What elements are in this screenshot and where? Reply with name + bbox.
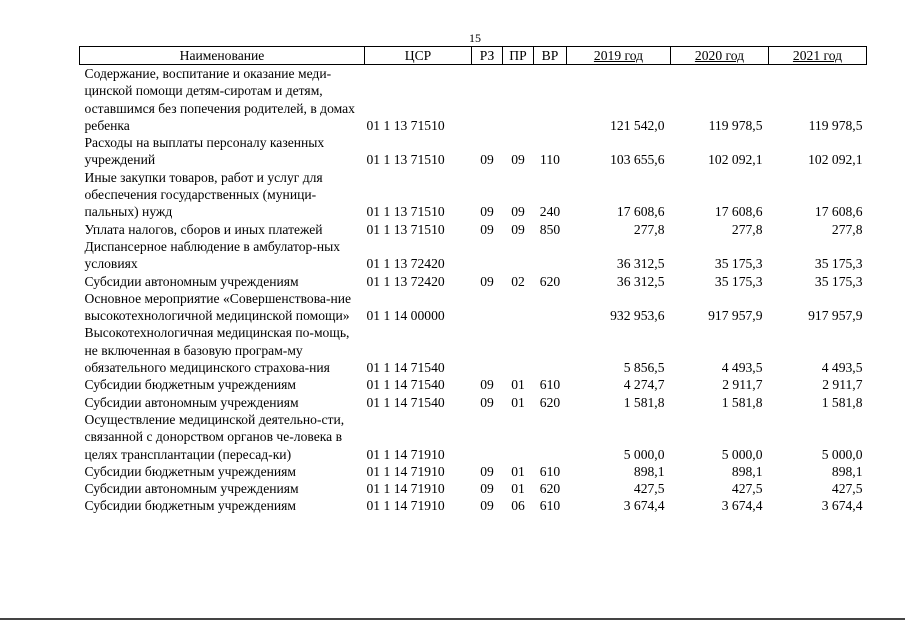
table-row <box>80 463 867 480</box>
cell-2020: 427,5 <box>731 481 763 497</box>
cell-pr: 09 <box>511 221 525 237</box>
cell-pr: 02 <box>511 273 525 289</box>
cell-name: Уплата налогов, сборов и иных платежей <box>84 221 323 237</box>
cell-2021: 898,1 <box>831 463 863 479</box>
cell-name: Диспансерное наблюдение в амбулатор-ных условиях <box>84 238 341 272</box>
cell-csr: 01 1 13 72420 <box>366 256 445 272</box>
cell-name: Осуществление медицинской деятельно-сти, связанной с донорством органов че-ловека в целях трансплантации (пересад-ки) <box>84 411 345 462</box>
cell-pr <box>503 65 534 135</box>
cell-2021: 277,8 <box>831 221 863 237</box>
cell-name: Основное мероприятие «Совершенствова-ние высокотехнологичной медицинской помощи» <box>84 290 352 324</box>
cell-vr: 850 <box>539 221 561 237</box>
table-body <box>80 65 867 515</box>
header-pr: ПР <box>503 47 534 65</box>
cell-pr <box>503 411 534 463</box>
cell-vr <box>534 411 567 463</box>
cell-2019: 5 856,5 <box>623 360 665 376</box>
cell-2021: 17 608,6 <box>814 204 863 220</box>
cell-2020: 35 175,3 <box>714 256 763 272</box>
table-row <box>80 65 867 135</box>
cell-name: Субсидии автономным учреждениям <box>84 273 299 289</box>
cell-2021: 427,5 <box>831 481 863 497</box>
cell-rz: 09 <box>480 273 494 289</box>
cell-2020: 277,8 <box>731 221 763 237</box>
cell-vr <box>534 238 567 273</box>
cell-name: Субсидии бюджетным учреждениям <box>84 463 297 479</box>
cell-pr: 06 <box>511 498 525 514</box>
cell-2021: 5 000,0 <box>821 446 863 462</box>
cell-pr: 01 <box>511 394 525 410</box>
cell-2021: 35 175,3 <box>814 256 863 272</box>
cell-2021: 1 581,8 <box>821 394 863 410</box>
cell-pr: 09 <box>511 152 525 168</box>
cell-vr: 110 <box>540 152 560 168</box>
cell-csr: 01 1 14 71910 <box>366 446 445 462</box>
cell-vr: 610 <box>539 377 561 393</box>
cell-name: Субсидии автономным учреждениям <box>84 394 299 410</box>
cell-rz <box>472 238 503 273</box>
cell-csr: 01 1 14 71910 <box>366 463 445 479</box>
cell-2020: 35 175,3 <box>714 273 763 289</box>
page-number: 15 <box>469 31 481 45</box>
cell-2020: 1 581,8 <box>721 394 763 410</box>
cell-rz: 09 <box>480 394 494 410</box>
table-row <box>80 497 867 514</box>
table-header <box>80 47 867 65</box>
cell-2020: 17 608,6 <box>714 204 763 220</box>
cell-csr: 01 1 14 71540 <box>366 377 445 393</box>
cell-2020: 4 493,5 <box>721 360 763 376</box>
cell-name: Иные закупки товаров, работ и услуг для обеспечения государственных (муници-пальных) нужд <box>84 169 323 220</box>
cell-2019: 898,1 <box>633 463 665 479</box>
cell-vr <box>534 65 567 135</box>
cell-2019: 17 608,6 <box>616 204 665 220</box>
cell-rz <box>472 65 503 135</box>
cell-pr: 01 <box>511 481 525 497</box>
cell-rz: 09 <box>480 152 494 168</box>
cell-2019: 36 312,5 <box>616 256 665 272</box>
table-row <box>80 394 867 411</box>
cell-rz: 09 <box>480 221 494 237</box>
cell-rz: 09 <box>480 377 494 393</box>
cell-vr: 620 <box>539 481 561 497</box>
cell-2021: 102 092,1 <box>808 152 863 168</box>
table-row <box>80 238 867 273</box>
table-row <box>80 169 867 221</box>
cell-vr: 610 <box>539 463 561 479</box>
header-row <box>80 47 867 65</box>
header-2021: 2021 год <box>769 47 867 65</box>
page-bottom-edge <box>0 618 905 620</box>
cell-csr: 01 1 14 71910 <box>366 481 445 497</box>
table-row <box>80 411 867 463</box>
cell-2020: 2 911,7 <box>722 377 763 393</box>
cell-name: Субсидии автономным учреждениям <box>84 481 299 497</box>
cell-name: Высокотехнологичная медицинская по-мощь, не включенная в базовую програм-му обязательного медицинского страхова-ния <box>84 325 350 376</box>
table-row <box>80 273 867 290</box>
cell-csr: 01 1 14 71540 <box>366 360 445 376</box>
cell-2019: 103 655,6 <box>610 152 665 168</box>
cell-csr: 01 1 13 71510 <box>366 204 445 220</box>
cell-2020: 917 957,9 <box>708 308 763 324</box>
cell-vr: 620 <box>539 273 561 289</box>
cell-csr: 01 1 14 71540 <box>366 394 445 410</box>
cell-rz <box>472 411 503 463</box>
cell-vr: 620 <box>539 394 561 410</box>
table-row <box>80 480 867 497</box>
cell-pr: 09 <box>511 204 525 220</box>
cell-2021: 917 957,9 <box>808 308 863 324</box>
cell-rz <box>472 324 503 376</box>
table-row <box>80 221 867 238</box>
cell-2019: 3 674,4 <box>623 498 665 514</box>
cell-csr: 01 1 13 71510 <box>366 117 445 133</box>
cell-pr <box>503 290 534 325</box>
cell-name: Содержание, воспитание и оказание меди-цинской помощи детям-сиротам и детям, оставшимся без попечения родителей, в домах ребенка <box>84 66 355 133</box>
cell-pr: 01 <box>511 463 525 479</box>
cell-2019: 932 953,6 <box>610 308 665 324</box>
cell-pr: 01 <box>511 377 525 393</box>
cell-vr: 240 <box>539 204 561 220</box>
cell-vr: 610 <box>539 498 561 514</box>
header-name: Наименование <box>80 47 365 65</box>
cell-2020: 102 092,1 <box>708 152 763 168</box>
cell-2021: 3 674,4 <box>821 498 863 514</box>
header-vr: ВР <box>534 47 567 65</box>
cell-pr <box>503 324 534 376</box>
cell-name: Субсидии бюджетным учреждениям <box>84 377 297 393</box>
cell-csr: 01 1 13 72420 <box>366 273 445 289</box>
cell-2019: 4 274,7 <box>623 377 665 393</box>
cell-2020: 119 978,5 <box>708 117 763 133</box>
cell-rz: 09 <box>480 463 494 479</box>
cell-vr <box>534 324 567 376</box>
header-2020: 2020 год <box>671 47 769 65</box>
cell-2020: 3 674,4 <box>721 498 763 514</box>
cell-csr: 01 1 14 71910 <box>366 498 445 514</box>
cell-2019: 121 542,0 <box>610 117 665 133</box>
cell-2019: 427,5 <box>633 481 665 497</box>
cell-csr: 01 1 14 00000 <box>366 308 445 324</box>
cell-name: Субсидии бюджетным учреждениям <box>84 498 297 514</box>
cell-rz: 09 <box>480 498 494 514</box>
cell-2021: 4 493,5 <box>821 360 863 376</box>
table-row <box>80 134 867 169</box>
cell-rz: 09 <box>480 204 494 220</box>
header-2019: 2019 год <box>567 47 671 65</box>
cell-2021: 2 911,7 <box>822 377 863 393</box>
cell-2021: 119 978,5 <box>808 117 863 133</box>
cell-csr: 01 1 13 71510 <box>366 152 445 168</box>
header-csr: ЦСР <box>365 47 472 65</box>
cell-rz: 09 <box>480 481 494 497</box>
table-row <box>80 290 867 325</box>
cell-2020: 5 000,0 <box>721 446 763 462</box>
cell-vr <box>534 290 567 325</box>
cell-2019: 5 000,0 <box>623 446 665 462</box>
cell-2019: 277,8 <box>633 221 665 237</box>
cell-csr: 01 1 13 71510 <box>366 221 445 237</box>
cell-2019: 1 581,8 <box>623 394 665 410</box>
cell-rz <box>472 290 503 325</box>
table-row <box>80 376 867 393</box>
cell-2019: 36 312,5 <box>616 273 665 289</box>
table-row <box>80 324 867 376</box>
cell-pr <box>503 238 534 273</box>
cell-name: Расходы на выплаты персоналу казенных учреждений <box>84 135 325 168</box>
budget-table <box>79 46 867 515</box>
header-rz: РЗ <box>472 47 503 65</box>
cell-2020: 898,1 <box>731 463 763 479</box>
cell-2021: 35 175,3 <box>814 273 863 289</box>
